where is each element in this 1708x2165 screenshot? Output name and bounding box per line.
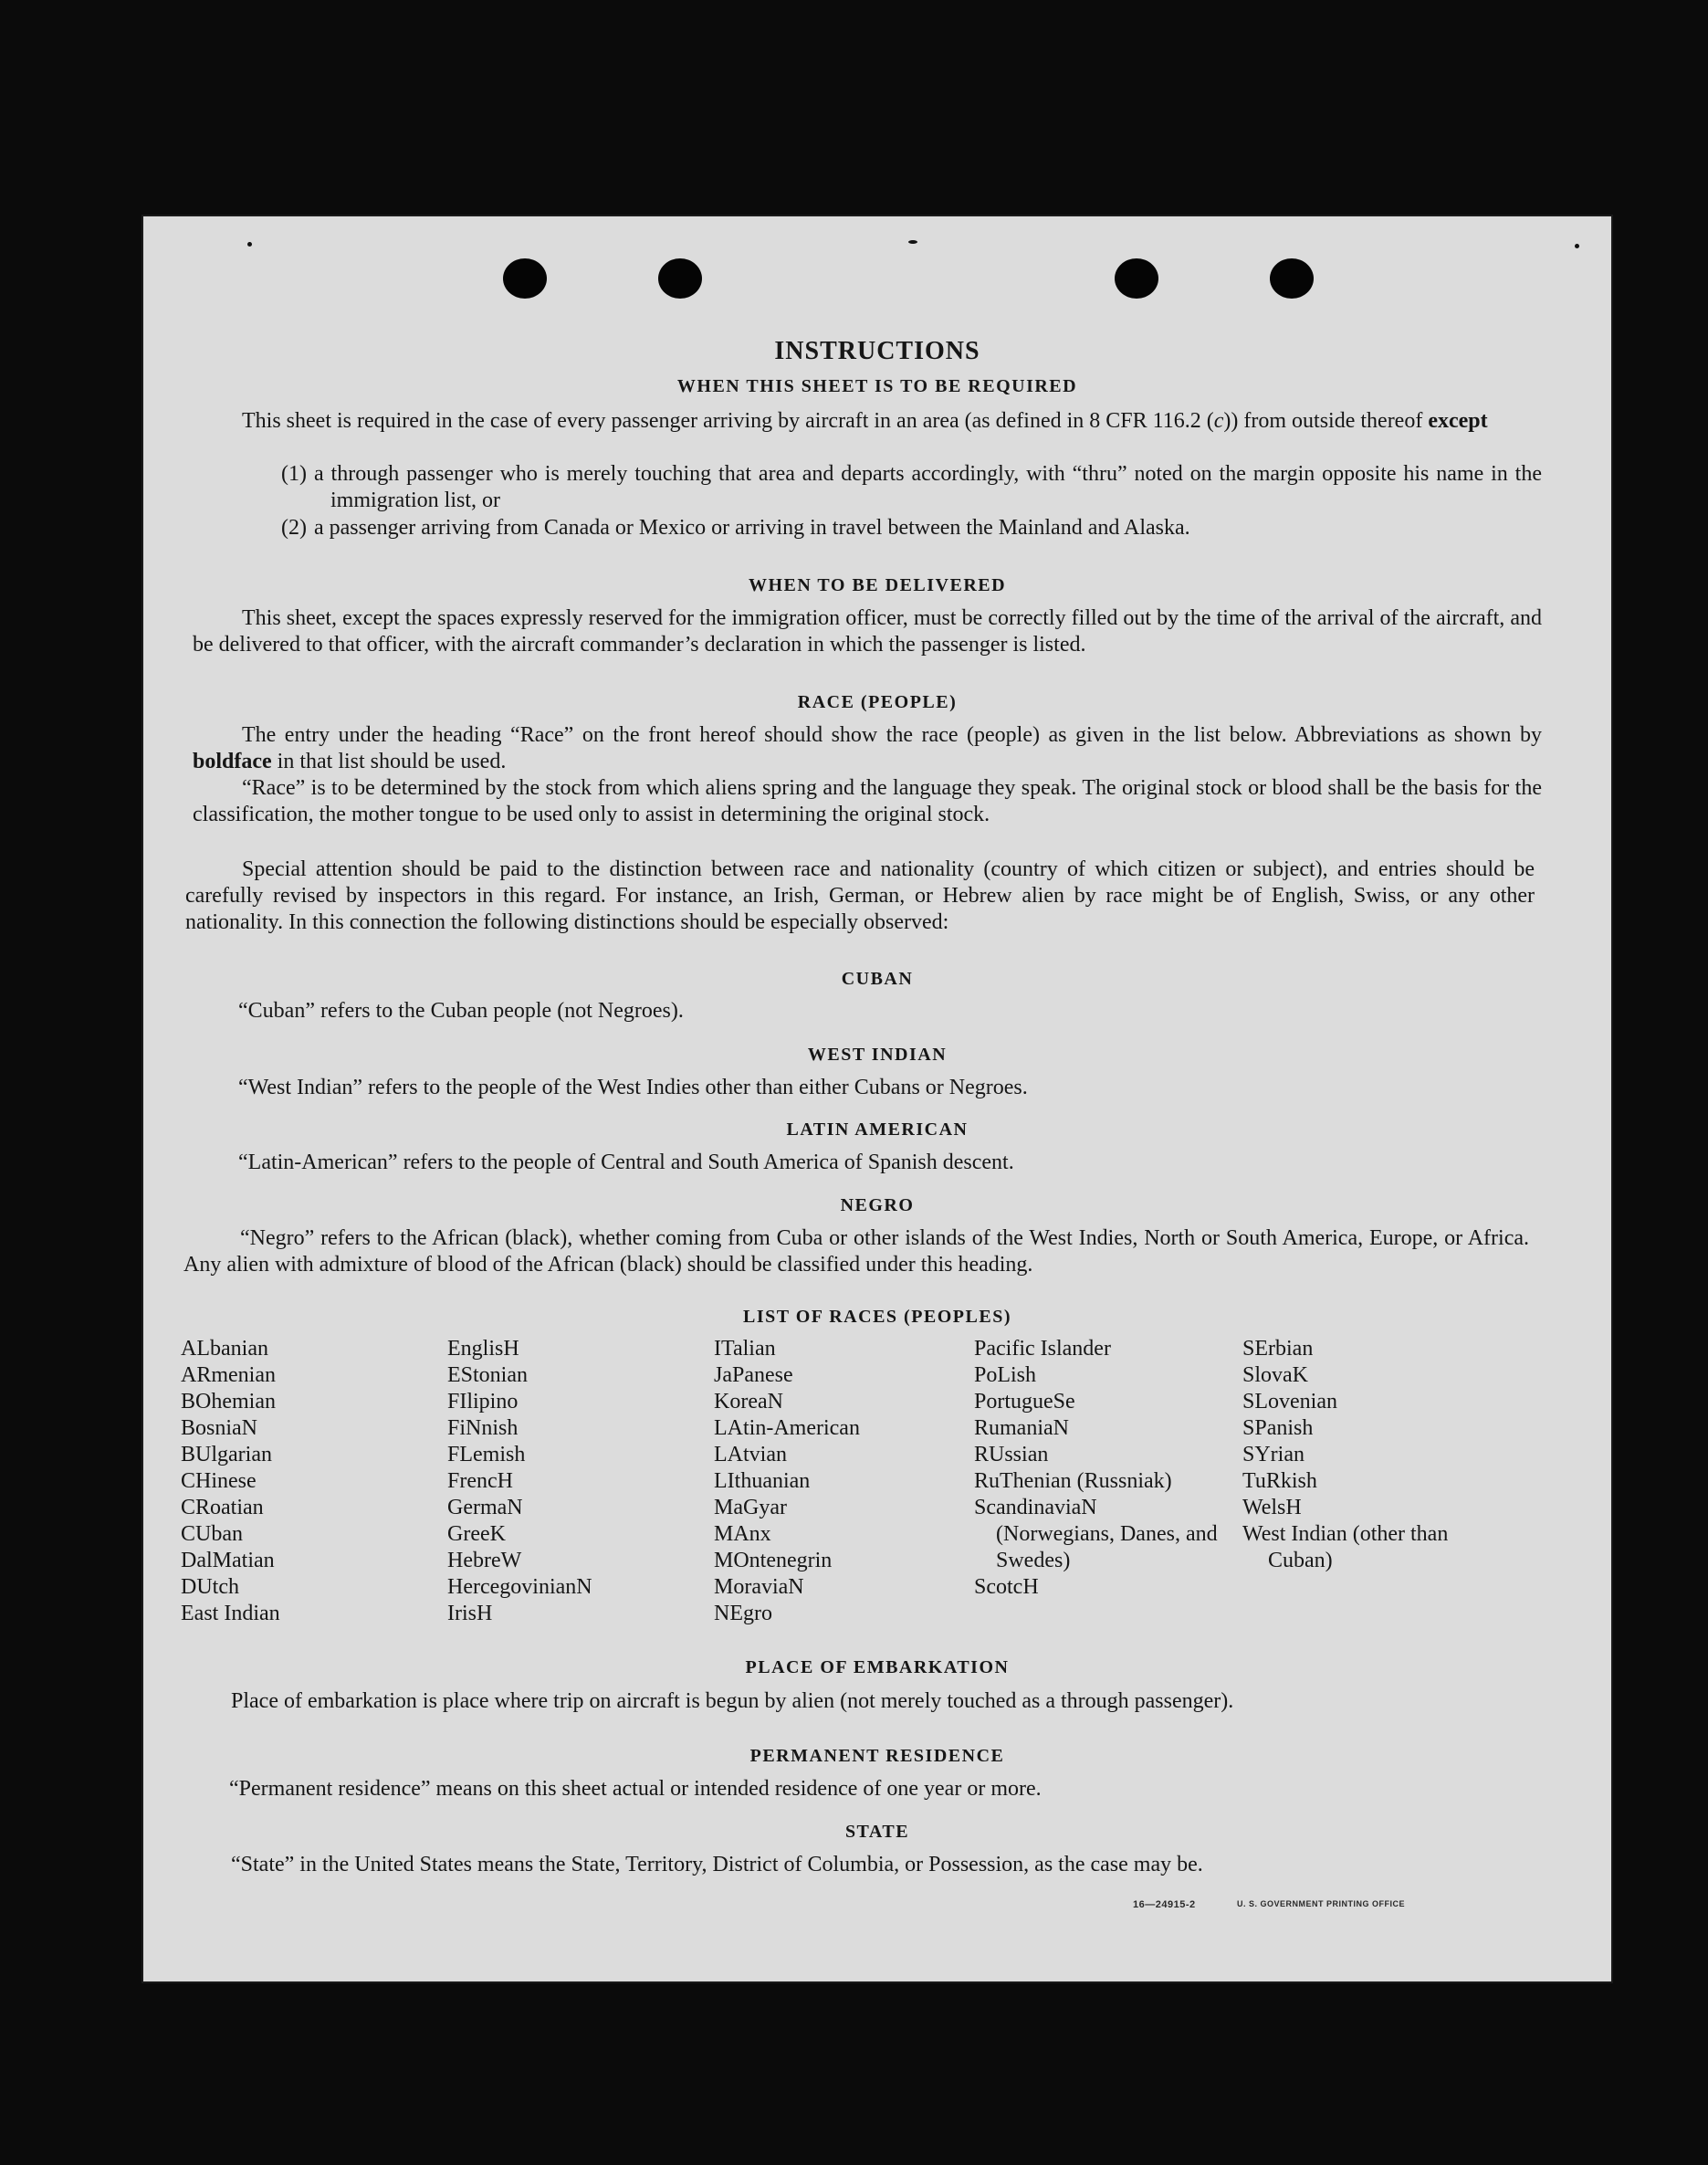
ink-speck [908,240,917,244]
race-item: LAtin-American [714,1416,860,1440]
race-item: KoreaN [714,1390,783,1414]
race-item: ScotcH [974,1575,1039,1599]
races-column-5 [1242,1336,1489,1574]
race-item: TuRkish [1242,1469,1317,1493]
heading-races-list: LIST OF RACES (PEOPLES) [742,1307,1011,1327]
negro-text: “Negro” refers to the African (black), whether coming from Cuba or other islands of the West Indies, North or South America, Europe, or Africa. Any alien with admixture of blood of the African (black) should be classified under this heading. [183,1226,1529,1277]
race-item: RuThenian (Russniak) [974,1469,1172,1493]
race-item: LIthuanian [714,1469,811,1493]
ink-speck [1575,244,1579,248]
required-item-2: (2) a passenger arriving from Canada or Mexico or arriving in travel between the Mainland and Alaska. [281,516,1190,540]
races-column-1 [181,1336,418,1627]
race-item: MaGyar [714,1496,787,1519]
race-item: ScandinaviaN (Norwegians, Danes, and Swedes) [974,1496,1218,1572]
race-item: MOntenegrin [714,1549,833,1572]
race-item: CUban [181,1522,243,1546]
races-column-2 [447,1336,694,1627]
race-item: PortugueSe [974,1390,1075,1414]
punch-hole [1115,258,1158,299]
race-item: WelsH [1242,1496,1302,1519]
heading-latin-american: LATIN AMERICAN [786,1119,969,1140]
race-item: FIlipino [447,1390,519,1414]
race-item: GermaN [447,1496,523,1519]
race-paragraph-1: The entry under the heading “Race” on the front hereof should show the race (people) as given in the list below. Abbreviations as shown by boldface in that list should be used. [193,723,1542,773]
race-item: HercegovinianN [447,1575,592,1599]
race-item: SErbian [1242,1337,1314,1361]
printer-imprint: U. S. GOVERNMENT PRINTING OFFICE [1237,1899,1406,1908]
races-column-3 [714,1336,960,1627]
race-item: PoLish [974,1363,1037,1387]
race-item: JaPanese [714,1363,793,1387]
race-item: SLovenian [1242,1390,1337,1414]
punch-hole [503,258,547,299]
race-item: ARmenian [181,1363,276,1387]
heading-west-indian: WEST INDIAN [807,1045,948,1065]
race-item: EStonian [447,1363,528,1387]
west-indian-text: “West Indian” refers to the people of the West Indies other than either Cubans or Negroes. [238,1076,1028,1099]
item-1-number: (1) [281,462,307,486]
race-item: CHinese [181,1469,257,1493]
cuban-text: “Cuban” refers to the Cuban people (not Negroes). [238,999,684,1023]
delivered-text: This sheet, except the spaces expressly reserved for the immigration officer, must be correctly filled out by the time of the arrival of the aircraft, and be delivered to that officer, with the aircraft commander’s declaration in which the passenger is listed. [193,606,1542,657]
race-item: ITalian [714,1337,776,1361]
race-item: BosniaN [181,1416,257,1440]
race-item: FrencH [447,1469,513,1493]
race-item: GreeK [447,1522,506,1546]
race-item: FLemish [447,1443,526,1466]
race-item: CRoatian [181,1496,264,1519]
race-item: LAtvian [714,1443,787,1466]
required-intro: This sheet is required in the case of every passenger arriving by aircraft in an area (as defined in 8 CFR 116.2 (c)) from outside thereof except [242,409,1488,433]
race-item: MoraviaN [714,1575,804,1599]
instruction-sheet [141,215,1613,1983]
race-item: Pacific Islander [974,1337,1111,1361]
race-paragraph-3: Special attention should be paid to the distinction between race and nationality (country of which citizen or subject), and entries should be carefully revised by inspectors in this regard. For instance, an Irish, German, or Hebrew alien by race might be of English, Swiss, or any other nationality. In this connection the following distinctions should be especially observed: [185,857,1535,934]
punch-hole [1270,258,1314,299]
races-column-4 [974,1336,1221,1601]
race-item: IrisH [447,1602,493,1625]
required-item-1: (1) a through passenger who is merely touching that area and departs accordingly, with “thru” noted on the margin opposite his name in the immigration list, or [281,462,1542,512]
state-text: “State” in the United States means the State, Territory, District of Columbia, or Possession, as the case may be. [231,1853,1203,1876]
race-item: West Indian (other than Cuban) [1242,1522,1449,1572]
race-item: HebreW [447,1549,522,1572]
race-item: DUtch [181,1575,239,1599]
heading-cuban: CUBAN [841,969,914,989]
race-item: SlovaK [1242,1363,1308,1387]
heading-delivered: WHEN TO BE DELIVERED [748,575,1007,595]
race-item: East Indian [181,1602,280,1625]
residence-text: “Permanent residence” means on this sheet actual or intended residence of one year or more. [229,1777,1042,1801]
race-item: DalMatian [181,1549,275,1572]
heading-race: RACE (PEOPLE) [797,692,958,712]
race-item: RumaniaN [974,1416,1069,1440]
race-paragraph-2: “Race” is to be determined by the stock from which aliens spring and the language they speak. The original stock or blood shall be the basis for the classification, the mother tongue to be used only to assist in determining the original stock. [193,776,1542,826]
race-item: FiNnish [447,1416,519,1440]
punch-hole [658,258,702,299]
item-2-number: (2) [281,516,307,540]
heading-state: STATE [844,1822,910,1842]
race-item: SPanish [1242,1416,1314,1440]
latin-american-text: “Latin-American” refers to the people of Central and South America of Spanish descent. [238,1151,1014,1174]
embarkation-text: Place of embarkation is place where trip on aircraft is begun by alien (not merely touched as a through passenger). [231,1689,1234,1713]
heading-residence: PERMANENT RESIDENCE [749,1746,1005,1766]
race-item: SYrian [1242,1443,1305,1466]
heading-negro: NEGRO [840,1195,915,1215]
race-item: ALbanian [181,1337,268,1361]
ink-speck [247,242,252,247]
race-item: EnglisH [447,1337,519,1361]
race-item: BOhemian [181,1390,276,1414]
race-item: RUssian [974,1443,1049,1466]
heading-required: WHEN THIS SHEET IS TO BE REQUIRED [676,376,1078,396]
race-item: NEgro [714,1602,772,1625]
heading-embarkation: PLACE OF EMBARKATION [745,1657,1010,1677]
race-item: BUlgarian [181,1443,272,1466]
race-item: MAnx [714,1522,771,1546]
page-title: INSTRUCTIONS [774,337,980,365]
form-number: 16—24915-2 [1133,1899,1196,1910]
